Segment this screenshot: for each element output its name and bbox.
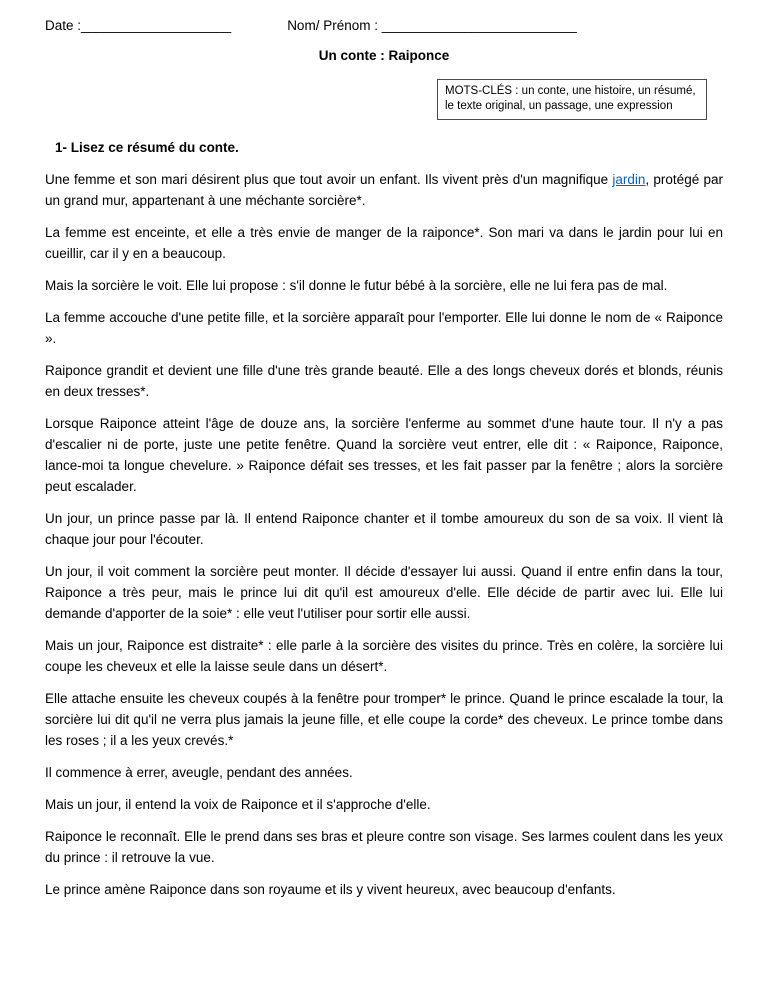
story-paragraph-3: Mais la sorcière le voit. Elle lui propose : s'il donne le futur bébé à la sorcière, elle ne lui fera pas de mal. (45, 278, 668, 293)
jardin-link[interactable]: jardin (612, 172, 646, 187)
story-paragraph-8: Un jour, il voit comment la sorcière peut monter. Il décide d'essayer lui aussi. Quand il entre enfin dans la tour, Raiponce a très peur, mais le prince lui dit qu'il est amoureux d'elle. Elle décide de partir avec lui. Elle lui demande d'apporter de la soie* : elle veut l'utiliser pour sortir elle aussi. (45, 564, 723, 621)
story-paragraph-4: La femme accouche d'une petite fille, et la sorcière apparaît pour l'emporter. Elle lui donne le nom de « Raiponce ». (45, 310, 723, 346)
story-paragraph-12: Mais un jour, il entend la voix de Raiponce et il s'approche d'elle. (45, 797, 431, 812)
keywords-box (437, 79, 707, 120)
story-paragraph-6: Lorsque Raiponce atteint l'âge de douze ans, la sorcière l'enferme au sommet d'une haute tour. Il n'y a pas d'escalier ni de porte, juste une petite fenêtre. Quand la sorcière veut entrer, elle dit : « Raiponce, Raiponce, lance-moi ta longue chevelure. » Raiponce défait ses tresses, et les fait passer par la fenêtre ; alors la sorcière peut escalader. (45, 416, 723, 494)
story-paragraph-5: Raiponce grandit et devient une fille d'une très grande beauté. Elle a des longs cheveux dorés et blonds, réunis en deux tresses*. (45, 363, 723, 399)
story-paragraph-11: Il commence à errer, aveugle, pendant des années. (45, 765, 353, 780)
name-blank-field: Nom/ Prénom : __________________________ (287, 18, 577, 33)
story-paragraph-1 (45, 169, 723, 211)
story-paragraph-9: Mais un jour, Raiponce est distraite* : elle parle à la sorcière des visites du prince. Très en colère, la sorcière lui coupe les cheveux et elle la laisse seule dans un désert*. (45, 638, 723, 674)
paragraph-text: , protégé par un grand mur, appartenant à une méchante sorcière*. (45, 172, 723, 208)
story-paragraph-7: Un jour, un prince passe par là. Il entend Raiponce chanter et il tombe amoureux du son de sa voix. Il vient là chaque jour pour l'écouter. (45, 511, 723, 547)
keywords-text: MOTS-CLÉS : un conte, une histoire, un résumé, le texte original, un passage, une expression (445, 85, 696, 112)
header (45, 15, 723, 36)
story-paragraph-2: La femme est enceinte, et elle a très envie de manger de la raiponce*. Son mari va dans le jardin pour lui en cueillir, car il y en a beaucoup. (45, 225, 723, 261)
instruction-heading: 1- Lisez ce résumé du conte. (55, 140, 239, 155)
page-title: Un conte : Raiponce (318, 48, 450, 63)
story-paragraph-10: Elle attache ensuite les cheveux coupés à la fenêtre pour tromper* le prince. Quand le prince escalade la tour, la sorcière lui dit qu'il ne verra plus jamais la jeune fille, et elle coupe la corde* des cheveux. Le prince tombe dans les roses ; il a les yeux crevés.* (45, 691, 723, 748)
story-paragraph-14: Le prince amène Raiponce dans son royaume et ils y vivent heureux, avec beaucoup d'enfants. (45, 882, 616, 897)
paragraph-text: Une femme et son mari désirent plus que tout avoir un enfant. Ils vivent près d'un magnifique (45, 172, 613, 187)
story-paragraph-13: Raiponce le reconnaît. Elle le prend dans ses bras et pleure contre son visage. Ses larmes coulent dans les yeux du prince : il retrouve la vue. (45, 829, 723, 865)
date-blank-field: Date :____________________ (45, 18, 232, 33)
